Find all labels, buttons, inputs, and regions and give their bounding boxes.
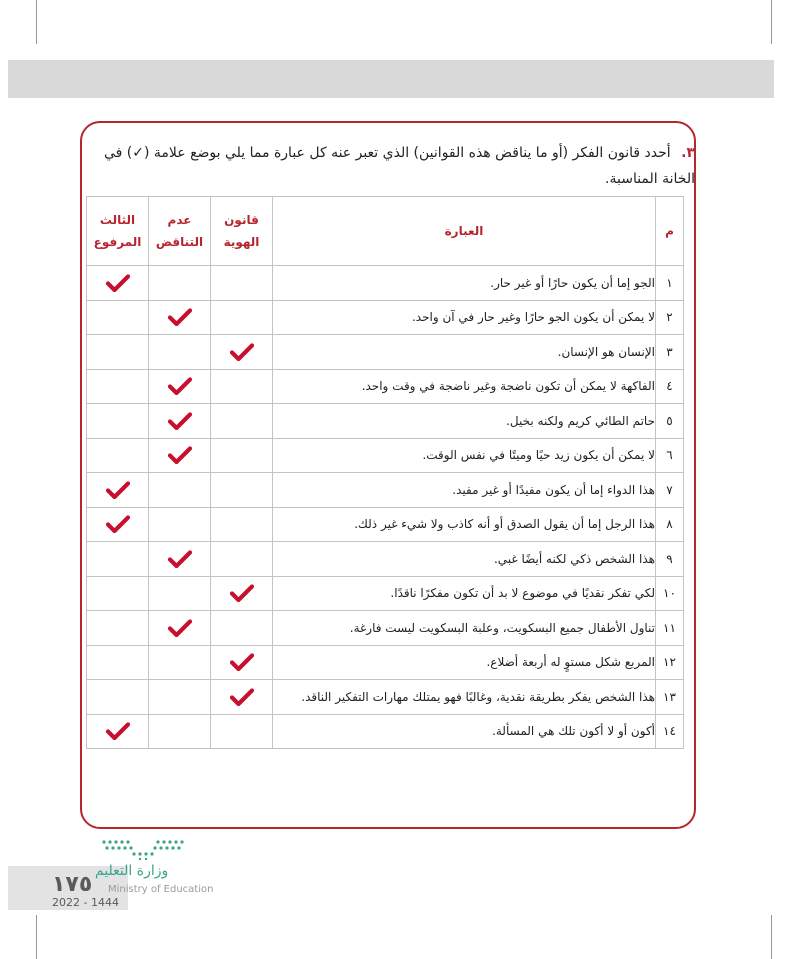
row-number: ٩ (656, 542, 684, 577)
cell-identity (211, 300, 273, 335)
check-icon (168, 308, 192, 326)
row-number: ١١ (656, 611, 684, 646)
header-identity: قانون الهوية (211, 197, 273, 266)
cell-identity (211, 473, 273, 508)
row-statement: هذا الشخص ذكي لكنه أيضًا غبي. (273, 542, 656, 577)
row-statement: لا يمكن أن يكون زيد حيًا وميتًا في نفس الوقت. (273, 438, 656, 473)
cell-non-contradiction (149, 714, 211, 749)
table-row (87, 369, 684, 404)
ministry-name-ar: وزارة التعليم (95, 863, 169, 879)
row-statement: الجو إما أن يكون حارًا أو غير حار. (273, 266, 656, 301)
row-statement: لا يمكن أن يكون الجو حارًا وغير حار في آن واحد. (273, 300, 656, 335)
crop-mark (771, 915, 772, 959)
table-row (87, 404, 684, 439)
cell-excluded-middle (87, 369, 149, 404)
header-statement: العبارة (273, 197, 656, 266)
row-statement: لكي تفكر نقديًا في موضوع لا بد أن تكون مفكرًا ناقدًا. (273, 576, 656, 611)
cell-non-contradiction (149, 680, 211, 715)
cell-non-contradiction (149, 473, 211, 508)
cell-excluded-middle (87, 680, 149, 715)
cell-excluded-middle (87, 645, 149, 680)
cell-excluded-middle (87, 438, 149, 473)
cell-non-contradiction (149, 542, 211, 577)
table-row (87, 300, 684, 335)
table-row (87, 645, 684, 680)
cell-excluded-middle (87, 714, 149, 749)
check-icon (106, 274, 130, 292)
table-row (87, 542, 684, 577)
table-row (87, 438, 684, 473)
cell-excluded-middle (87, 576, 149, 611)
header-num: م (656, 197, 684, 266)
cell-identity (211, 438, 273, 473)
row-number: ١٣ (656, 680, 684, 715)
cell-identity (211, 507, 273, 542)
table-row (87, 507, 684, 542)
row-statement: هذا الرجل إما أن يقول الصدق أو أنه كاذب ولا شيء غير ذلك. (273, 507, 656, 542)
table-row (87, 266, 684, 301)
check-icon (230, 653, 254, 671)
cell-non-contradiction (149, 645, 211, 680)
row-number: ٢ (656, 300, 684, 335)
page-number: ١٧٥ (52, 872, 93, 897)
cell-excluded-middle (87, 542, 149, 577)
check-icon (168, 412, 192, 430)
cell-identity (211, 404, 273, 439)
cell-excluded-middle (87, 473, 149, 508)
cell-non-contradiction (149, 404, 211, 439)
check-icon (168, 550, 192, 568)
check-icon (106, 481, 130, 499)
row-statement: الفاكهة لا يمكن أن تكون ناضجة وغير ناضجة في وقت واحد. (273, 369, 656, 404)
cell-excluded-middle (87, 507, 149, 542)
cell-excluded-middle (87, 335, 149, 370)
header-excluded-middle: الثالث المرفوع (87, 197, 149, 266)
ministry-logo-dots (100, 838, 186, 860)
row-number: ٦ (656, 438, 684, 473)
question (95, 140, 695, 192)
row-statement: هذا الدواء إما أن يكون مفيدًا أو غير مفيد. (273, 473, 656, 508)
crop-mark (771, 0, 772, 44)
row-number: ٨ (656, 507, 684, 542)
row-number: ٧ (656, 473, 684, 508)
cell-identity (211, 645, 273, 680)
cell-excluded-middle (87, 300, 149, 335)
cell-identity (211, 611, 273, 646)
check-icon (230, 688, 254, 706)
question-number: ٣. (681, 145, 695, 161)
question-text: أحدد قانون الفكر (أو ما يناقض هذه القوانين) الذي تعبر عنه كل عبارة مما يلي بوضع علامة (✓) في الخانة المناسبة. (104, 145, 695, 187)
check-icon (106, 515, 130, 533)
cell-identity (211, 714, 273, 749)
row-number: ٥ (656, 404, 684, 439)
cell-non-contradiction (149, 335, 211, 370)
crop-mark (36, 915, 37, 959)
header-non-contradiction: عدم التناقض (149, 197, 211, 266)
row-number: ٤ (656, 369, 684, 404)
crop-mark (36, 0, 37, 44)
cell-non-contradiction (149, 507, 211, 542)
row-statement: حاتم الطائي كريم ولكنه بخيل. (273, 404, 656, 439)
row-number: ١ (656, 266, 684, 301)
edition-year: 2022 - 1444 (52, 896, 119, 909)
check-icon (230, 343, 254, 361)
check-icon (168, 619, 192, 637)
cell-excluded-middle (87, 404, 149, 439)
ministry-name-en: Ministry of Education (108, 884, 214, 895)
table-row (87, 335, 684, 370)
cell-identity (211, 576, 273, 611)
laws-table (86, 196, 684, 749)
cell-non-contradiction (149, 266, 211, 301)
row-statement: الإنسان هو الإنسان. (273, 335, 656, 370)
row-statement: تناول الأطفال جميع البسكويت، وعلبة البسكويت ليست فارغة. (273, 611, 656, 646)
table-row (87, 473, 684, 508)
cell-non-contradiction (149, 611, 211, 646)
cell-identity (211, 335, 273, 370)
cell-non-contradiction (149, 576, 211, 611)
check-icon (168, 446, 192, 464)
table-body (87, 266, 684, 749)
cell-non-contradiction (149, 300, 211, 335)
cell-excluded-middle (87, 266, 149, 301)
check-icon (230, 584, 254, 602)
table-row (87, 714, 684, 749)
cell-non-contradiction (149, 438, 211, 473)
cell-identity (211, 266, 273, 301)
row-number: ١٤ (656, 714, 684, 749)
table-row (87, 611, 684, 646)
check-icon (106, 722, 130, 740)
row-statement: هذا الشخص يفكر بطريقة نقدية، وغالبًا فهو يمتلك مهارات التفكير الناقد. (273, 680, 656, 715)
row-number: ١٠ (656, 576, 684, 611)
cell-identity (211, 542, 273, 577)
check-icon (168, 377, 192, 395)
row-number: ٣ (656, 335, 684, 370)
cell-identity (211, 680, 273, 715)
cell-non-contradiction (149, 369, 211, 404)
cell-identity (211, 369, 273, 404)
table-header-row (87, 197, 684, 266)
row-statement: المربع شكل مستوٍ له أربعة أضلاع. (273, 645, 656, 680)
table-row (87, 576, 684, 611)
cell-excluded-middle (87, 611, 149, 646)
header-band (8, 60, 774, 98)
row-number: ١٢ (656, 645, 684, 680)
row-statement: أكون أو لا أكون تلك هي المسألة. (273, 714, 656, 749)
table-row (87, 680, 684, 715)
